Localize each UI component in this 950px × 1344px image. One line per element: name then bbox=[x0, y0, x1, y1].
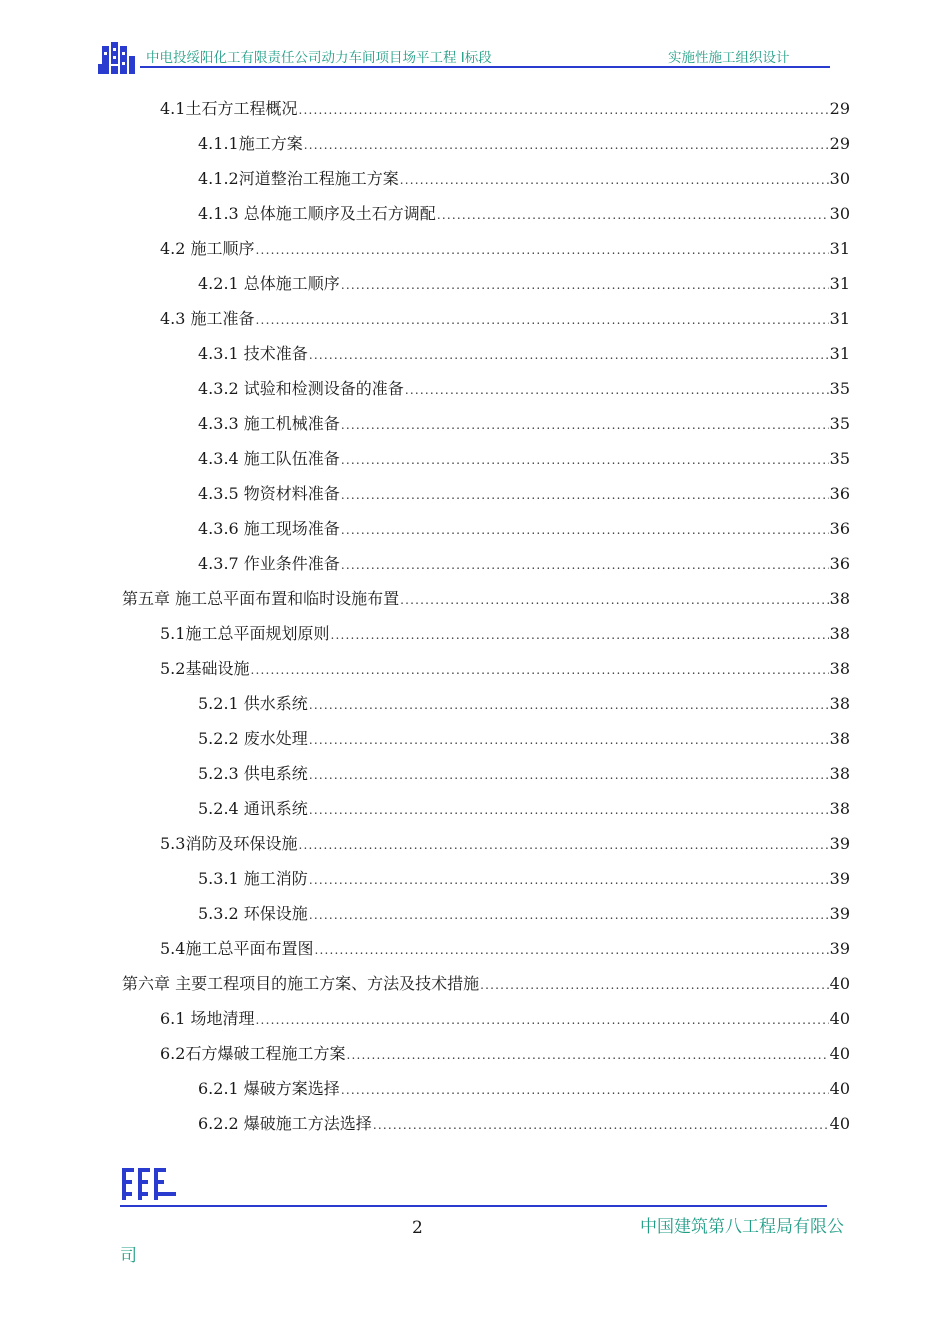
toc-dot-leader bbox=[309, 725, 829, 755]
toc-dot-leader bbox=[341, 550, 829, 580]
toc-entry-page: 40 bbox=[829, 1044, 850, 1063]
toc-entry-page: 38 bbox=[829, 729, 850, 748]
toc-entry[interactable] bbox=[160, 934, 850, 964]
toc-dot-leader bbox=[304, 130, 829, 160]
toc-dot-leader bbox=[346, 1040, 828, 1070]
toc-dot-leader bbox=[309, 900, 829, 930]
toc-entry-label: 5.1施工总平面规划原则 bbox=[160, 624, 330, 643]
toc-dot-leader bbox=[400, 165, 829, 195]
toc-entry[interactable] bbox=[198, 899, 850, 929]
toc-entry[interactable] bbox=[198, 444, 850, 474]
toc-entry-page: 30 bbox=[829, 204, 850, 223]
toc-dot-leader bbox=[330, 620, 828, 650]
toc-dot-leader bbox=[341, 445, 829, 475]
toc-dot-leader bbox=[341, 480, 829, 510]
toc-entry[interactable] bbox=[198, 759, 850, 789]
toc-entry[interactable] bbox=[160, 94, 850, 124]
toc-entry-label: 第五章 施工总平面布置和临时设施布置 bbox=[122, 589, 400, 608]
toc-entry-page: 35 bbox=[829, 414, 850, 433]
toc-entry[interactable] bbox=[198, 864, 850, 894]
toc-entry-label: 5.3.2 环保设施 bbox=[198, 904, 308, 923]
toc-entry-page: 39 bbox=[829, 939, 850, 958]
toc-entry-label: 4.2.1 总体施工顺序 bbox=[198, 274, 340, 293]
toc-entry[interactable] bbox=[198, 374, 850, 404]
toc-dot-leader bbox=[309, 795, 829, 825]
toc-entry[interactable] bbox=[122, 584, 850, 614]
toc-entry[interactable] bbox=[122, 969, 850, 999]
toc-entry-label: 4.1.2河道整治工程施工方案 bbox=[198, 169, 399, 188]
toc-entry[interactable] bbox=[198, 339, 850, 369]
toc-entry-page: 38 bbox=[829, 589, 850, 608]
cscec-footer-logo-icon bbox=[120, 1166, 178, 1202]
toc-dot-leader bbox=[341, 515, 829, 545]
toc-entry-label: 4.3.6 施工现场准备 bbox=[198, 519, 340, 538]
toc-entry-page: 39 bbox=[829, 834, 850, 853]
footer-rule bbox=[120, 1205, 827, 1207]
toc-entry-page: 38 bbox=[829, 764, 850, 783]
toc-entry-page: 39 bbox=[829, 869, 850, 888]
toc-dot-leader bbox=[437, 200, 829, 230]
cscec-logo-icon bbox=[98, 42, 138, 76]
toc-entry-page: 36 bbox=[829, 554, 850, 573]
toc-entry-page: 29 bbox=[829, 134, 850, 153]
toc-entry-label: 6.1 场地清理 bbox=[160, 1009, 255, 1028]
footer-company-name-tail: 司 bbox=[120, 1246, 137, 1266]
header-project-title: 中电投绥阳化工有限责任公司动力车间项目场平工程 Ⅰ标段 bbox=[146, 50, 492, 66]
toc-entry-page: 31 bbox=[829, 274, 850, 293]
toc-entry-label: 4.3.3 施工机械准备 bbox=[198, 414, 340, 433]
toc-entry-label: 4.3.7 作业条件准备 bbox=[198, 554, 340, 573]
toc-dot-leader bbox=[341, 1075, 829, 1105]
toc-dot-leader bbox=[298, 830, 828, 860]
toc-entry-page: 40 bbox=[829, 1009, 850, 1028]
toc-entry-label: 5.2.2 废水处理 bbox=[198, 729, 308, 748]
toc-entry[interactable] bbox=[198, 689, 850, 719]
toc-entry-label: 5.2.3 供电系统 bbox=[198, 764, 308, 783]
toc-entry[interactable] bbox=[198, 724, 850, 754]
toc-entry[interactable] bbox=[198, 409, 850, 439]
toc-entry-page: 40 bbox=[829, 974, 850, 993]
toc-entry-page: 29 bbox=[829, 99, 850, 118]
toc-entry[interactable] bbox=[160, 1004, 850, 1034]
header-rule bbox=[140, 66, 830, 68]
toc-entry[interactable] bbox=[160, 829, 850, 859]
toc-entry-label: 5.2.1 供水系统 bbox=[198, 694, 308, 713]
toc-entry[interactable] bbox=[198, 549, 850, 579]
toc-entry[interactable] bbox=[160, 234, 850, 264]
toc-entry-page: 39 bbox=[829, 904, 850, 923]
toc-dot-leader bbox=[309, 690, 829, 720]
toc-dot-leader bbox=[256, 235, 829, 265]
toc-entry-page: 30 bbox=[829, 169, 850, 188]
toc-entry-page: 31 bbox=[829, 344, 850, 363]
toc-dot-leader bbox=[341, 270, 829, 300]
toc-entry[interactable] bbox=[198, 514, 850, 544]
toc-entry[interactable] bbox=[198, 199, 850, 229]
toc-entry-page: 31 bbox=[829, 309, 850, 328]
toc-entry-page: 38 bbox=[829, 659, 850, 678]
toc-entry-label: 4.3.2 试验和检测设备的准备 bbox=[198, 379, 404, 398]
toc-entry[interactable] bbox=[198, 479, 850, 509]
toc-entry-label: 4.3.1 技术准备 bbox=[198, 344, 308, 363]
toc-entry-label: 4.1土石方工程概况 bbox=[160, 99, 298, 118]
toc-entry-page: 38 bbox=[829, 624, 850, 643]
toc-entry[interactable] bbox=[198, 269, 850, 299]
toc-entry-page: 38 bbox=[829, 799, 850, 818]
toc-entry-label: 5.4施工总平面布置图 bbox=[160, 939, 314, 958]
toc-entry[interactable] bbox=[160, 619, 850, 649]
toc-entry-label: 4.1.1施工方案 bbox=[198, 134, 303, 153]
toc-entry[interactable] bbox=[160, 304, 850, 334]
footer-company-name: 中国建筑第八工程局有限公 bbox=[640, 1217, 844, 1237]
toc-entry[interactable] bbox=[198, 1109, 850, 1139]
toc-entry[interactable] bbox=[198, 1074, 850, 1104]
toc-entry-label: 6.2.1 爆破方案选择 bbox=[198, 1079, 340, 1098]
toc-dot-leader bbox=[250, 655, 828, 685]
toc-entry-label: 5.3.1 施工消防 bbox=[198, 869, 308, 888]
toc-entry-label: 6.2石方爆破工程施工方案 bbox=[160, 1044, 346, 1063]
toc-entry-label: 4.3.5 物资材料准备 bbox=[198, 484, 340, 503]
toc-dot-leader bbox=[400, 585, 829, 615]
toc-entry-label: 4.1.3 总体施工顺序及土石方调配 bbox=[198, 204, 436, 223]
toc-entry-label: 4.3.4 施工队伍准备 bbox=[198, 449, 340, 468]
toc-entry-label: 5.2基础设施 bbox=[160, 659, 250, 678]
toc-dot-leader bbox=[405, 375, 829, 405]
toc-dot-leader bbox=[309, 340, 829, 370]
toc-entry-page: 40 bbox=[829, 1079, 850, 1098]
toc-entry[interactable] bbox=[160, 1039, 850, 1069]
toc-dot-leader bbox=[309, 760, 829, 790]
toc-entry[interactable] bbox=[160, 654, 850, 684]
toc-dot-leader bbox=[256, 1005, 829, 1035]
header-doc-title: 实施性施工组织设计 bbox=[668, 50, 790, 66]
toc-dot-leader bbox=[341, 410, 829, 440]
toc-entry[interactable] bbox=[198, 129, 850, 159]
toc-entry-label: 5.3消防及环保设施 bbox=[160, 834, 298, 853]
toc-entry-label: 6.2.2 爆破施工方法选择 bbox=[198, 1114, 372, 1133]
toc-entry-label: 4.3 施工准备 bbox=[160, 309, 255, 328]
toc-dot-leader bbox=[314, 935, 828, 965]
toc-entry-label: 5.2.4 通讯系统 bbox=[198, 799, 308, 818]
toc-entry-page: 35 bbox=[829, 449, 850, 468]
toc-dot-leader bbox=[373, 1110, 829, 1140]
page-number: 2 bbox=[412, 1218, 423, 1238]
toc-dot-leader bbox=[298, 95, 828, 125]
toc-entry[interactable] bbox=[198, 164, 850, 194]
toc-entry-page: 35 bbox=[829, 379, 850, 398]
toc-dot-leader bbox=[480, 970, 829, 1000]
toc-entry-page: 36 bbox=[829, 484, 850, 503]
toc-entry-page: 31 bbox=[829, 239, 850, 258]
toc-entry-page: 36 bbox=[829, 519, 850, 538]
toc-entry-page: 40 bbox=[829, 1114, 850, 1133]
toc-entry-label: 4.2 施工顺序 bbox=[160, 239, 255, 258]
toc-entry-page: 38 bbox=[829, 694, 850, 713]
toc-dot-leader bbox=[256, 305, 829, 335]
toc-dot-leader bbox=[309, 865, 829, 895]
toc-entry[interactable] bbox=[198, 794, 850, 824]
toc-entry-label: 第六章 主要工程项目的施工方案、方法及技术措施 bbox=[122, 974, 480, 993]
